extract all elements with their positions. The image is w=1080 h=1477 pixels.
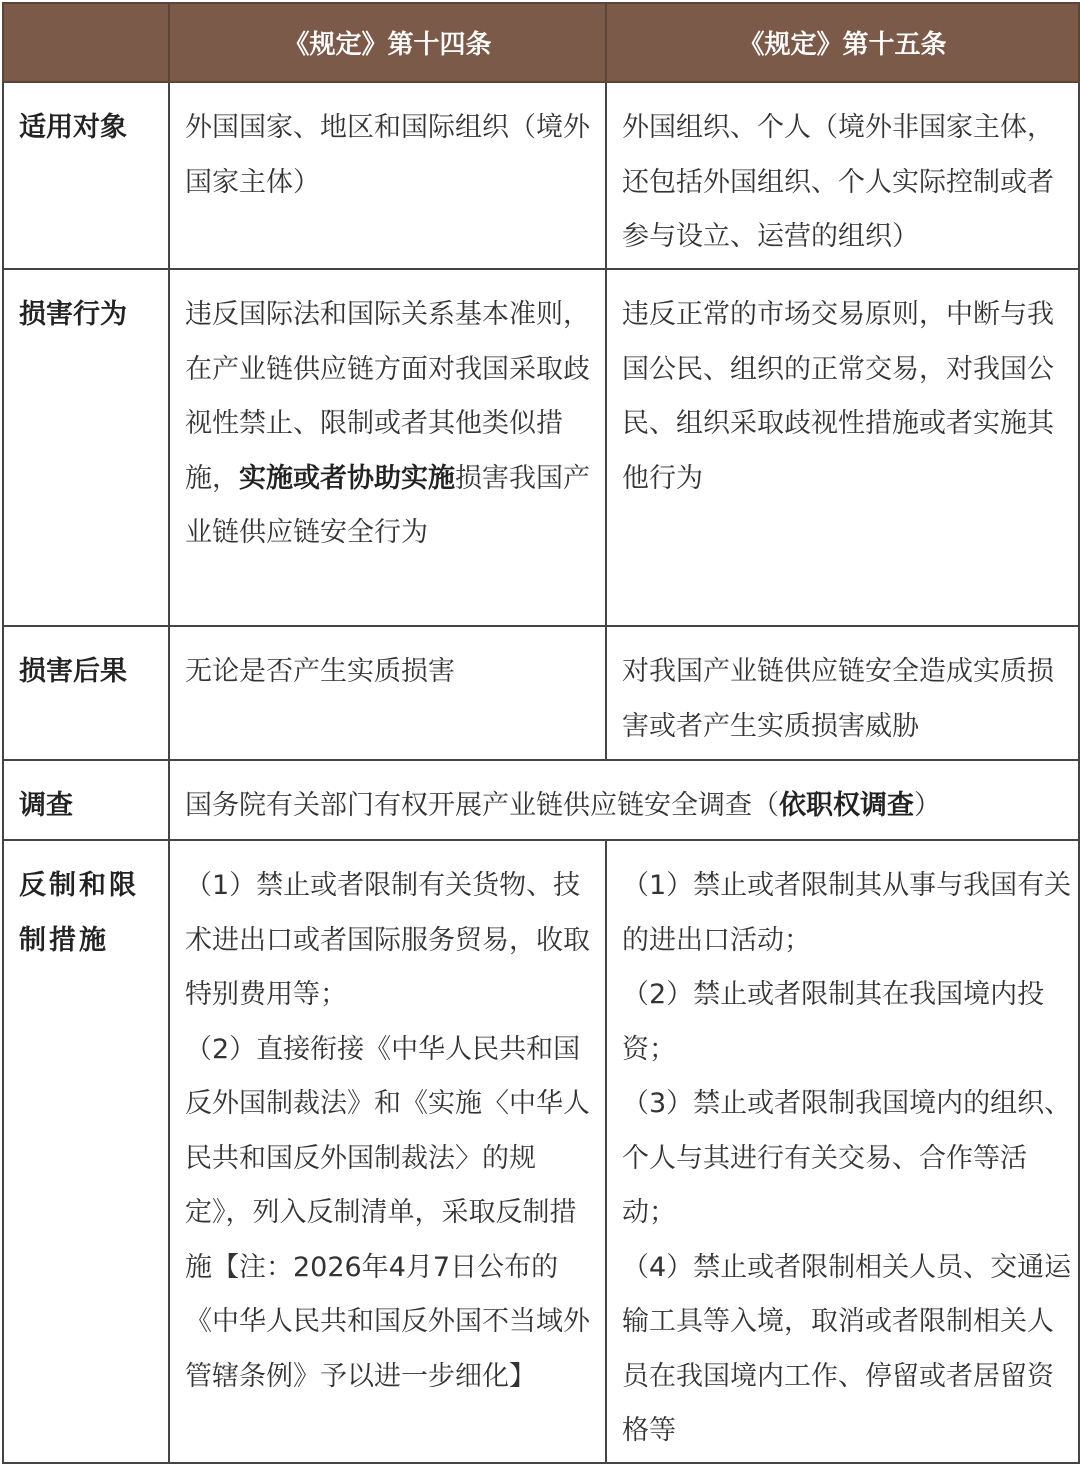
measure-item: （1）禁止或者限制其从事与我国有关的进出口活动； bbox=[622, 870, 1072, 956]
cell-investigation bbox=[169, 760, 1079, 840]
cell-measures-article-15 bbox=[606, 840, 1079, 1463]
row-label-measures: 反制和限制措施 bbox=[3, 840, 169, 1463]
conduct-text-before: 违反国际法和国际关系基本准则，在产业链供应链方面对我国采取歧视性禁止、限制或者其他类似措施， bbox=[185, 299, 590, 494]
measure-item: （2）直接衔接《中华人民共和国反外国制裁法》和《实施〈中华人民共和国反外国制裁法〉的规定》，列入反制清单，采取反制措施【注：2026年4月7日公布的《中华人民共和国反外国不当域外管辖条例》予以进一步细化】 bbox=[185, 1033, 590, 1392]
table-row-investigation bbox=[3, 760, 1079, 840]
row-label-subject: 适用对象 bbox=[3, 82, 169, 269]
cell-conduct-article-15: 违反正常的市场交易原则，中断与我国公民、组织的正常交易，对我国公民、组织采取歧视性措施或者实施其他行为 bbox=[606, 269, 1079, 626]
measure-item: （4）禁止或者限制相关人员、交通运输工具等入境，取消或者限制相关人员在我国境内工作、停留或者居留资格等 bbox=[622, 1251, 1072, 1446]
cell-subject-article-15: 外国组织、个人（境外非国家主体，还包括外国组织、个人实际控制或者参与设立、运营的组织） bbox=[606, 82, 1079, 269]
cell-subject-article-14: 外国国家、地区和国际组织（境外国家主体） bbox=[169, 82, 606, 269]
table-header-row bbox=[3, 3, 1079, 82]
table-row-consequence bbox=[3, 626, 1079, 760]
conduct-text-emphasis: 实施或者协助实施 bbox=[239, 462, 455, 494]
header-article-15: 《规定》第十五条 bbox=[606, 3, 1079, 82]
measure-item: （3）禁止或者限制我国境内的组织、个人与其进行有关交易、合作等活动； bbox=[622, 1088, 1072, 1228]
investigation-text-emphasis: 依职权调查 bbox=[779, 790, 914, 821]
row-label-consequence: 损害后果 bbox=[3, 626, 169, 760]
investigation-text-after: ） bbox=[914, 790, 941, 821]
comparison-table bbox=[2, 2, 1080, 1464]
table-row-subject bbox=[3, 82, 1079, 269]
cell-consequence-article-15: 对我国产业链供应链安全造成实质损害或者产生实质损害威胁 bbox=[606, 626, 1079, 760]
conduct-text-after: 损害我国产业链供应链安全行为 bbox=[185, 462, 590, 548]
row-label-conduct: 损害行为 bbox=[3, 269, 169, 626]
measure-item: （2）禁止或者限制其在我国境内投资； bbox=[622, 979, 1045, 1065]
table-row-measures bbox=[3, 840, 1079, 1463]
header-article-14: 《规定》第十四条 bbox=[169, 3, 606, 82]
cell-conduct-article-14 bbox=[169, 269, 606, 626]
table-row-conduct bbox=[3, 269, 1079, 626]
investigation-text-before: 国务院有关部门有权开展产业链供应链安全调查（ bbox=[185, 790, 779, 821]
cell-consequence-article-14: 无论是否产生实质损害 bbox=[169, 626, 606, 760]
measure-item: （1）禁止或者限制有关货物、技术进出口或者国际服务贸易，收取特别费用等； bbox=[185, 870, 590, 1010]
cell-measures-article-14 bbox=[169, 840, 606, 1463]
header-corner bbox=[3, 3, 169, 82]
row-label-investigation: 调查 bbox=[3, 760, 169, 840]
